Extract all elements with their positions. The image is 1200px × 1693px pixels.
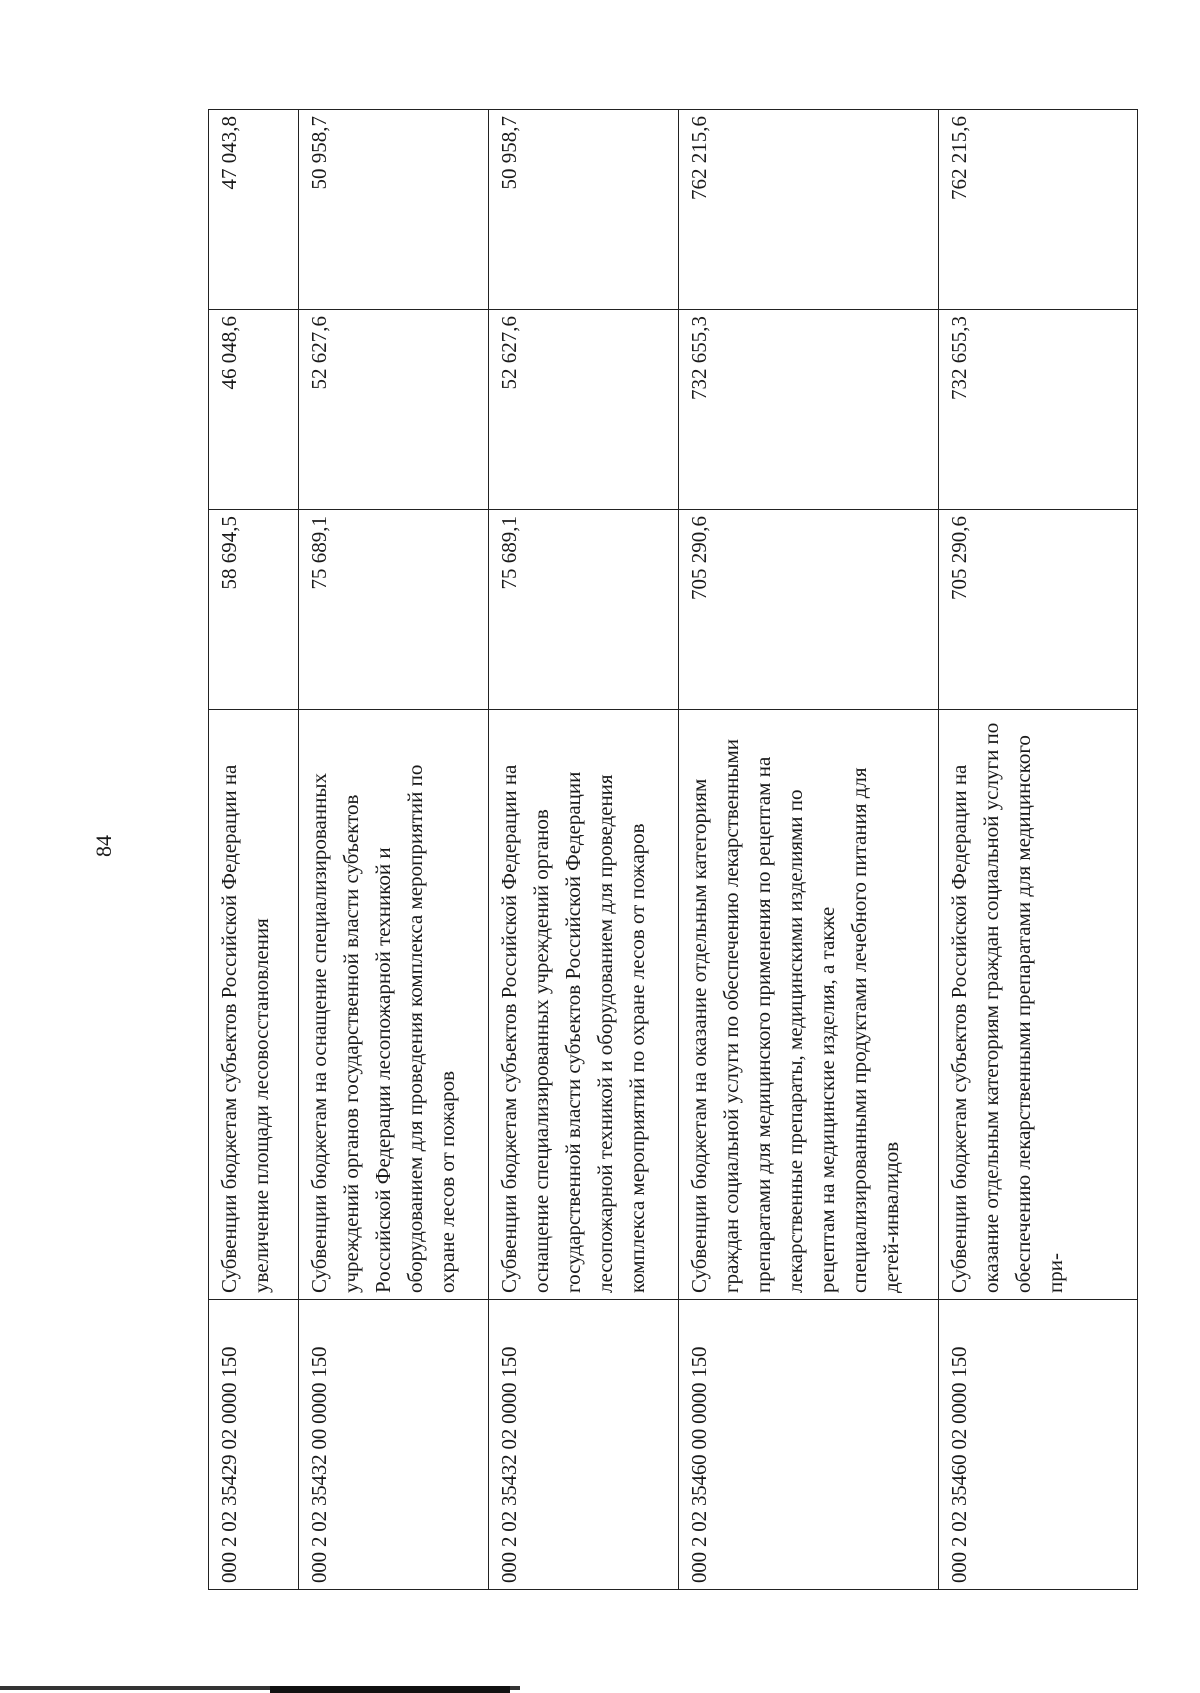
value-col-2: 732 655,3 (679, 310, 939, 510)
row-description: Субвенции бюджетам субъектов Российской Федерации на оснащение специализированных учреждений органов государственной власти субъектов Российской Федерации лесопожарной техникой и оборудованием для проведения комплекса мероприятий по охране лесов от пожаров (489, 710, 679, 1300)
scan-edge-mark (270, 1686, 510, 1693)
value-col-1: 75 689,1 (489, 510, 679, 710)
table-row (299, 110, 489, 1590)
value-col-2: 52 627,6 (299, 310, 489, 510)
table-row (679, 110, 939, 1590)
value-col-1: 705 290,6 (939, 510, 1138, 710)
value-col-3: 762 215,6 (939, 110, 1138, 310)
row-description: Субвенции бюджетам на оснащение специализированных учреждений органов государственной власти субъектов Российской Федерации лесопожарной техникой и оборудованием для проведения комплекса мероприятий по охране лесов от пожаров (299, 710, 489, 1300)
row-description: Субвенции бюджетам субъектов Российской Федерации на оказание отдельным категориям граждан социальной услуги по обеспечению лекарственными препаратами для медицинского при- (939, 710, 1138, 1300)
budget-code: 000 2 02 35460 02 0000 150 (939, 1300, 1138, 1590)
value-col-1: 705 290,6 (679, 510, 939, 710)
budget-code: 000 2 02 35460 00 0000 150 (679, 1300, 939, 1590)
budget-code: 000 2 02 35432 02 0000 150 (489, 1300, 679, 1590)
value-col-2: 46 048,6 (209, 310, 299, 510)
table-row (209, 110, 299, 1590)
value-col-3: 50 958,7 (299, 110, 489, 310)
value-col-2: 732 655,3 (939, 310, 1138, 510)
value-col-1: 58 694,5 (209, 510, 299, 710)
value-col-3: 50 958,7 (489, 110, 679, 310)
table-row (489, 110, 679, 1590)
value-col-3: 762 215,6 (679, 110, 939, 310)
budget-table (208, 109, 1138, 1590)
page-number: 84 (91, 835, 116, 857)
value-col-3: 47 043,8 (209, 110, 299, 310)
value-col-1: 75 689,1 (299, 510, 489, 710)
rotated-table-container (208, 110, 1138, 1590)
row-description: Субвенции бюджетам на оказание отдельным категориям граждан социальной услуги по обеспечению лекарственными препаратами для медицинского применения по рецептам на лекарственные препараты, медицинскими изделиями по рецептам на медицинские изделия, а также специализированными продуктами лечебного питания для детей-инвалидов (679, 710, 939, 1300)
row-description: Субвенции бюджетам субъектов Российской Федерации на увеличение площади лесовосстановления (209, 710, 299, 1300)
value-col-2: 52 627,6 (489, 310, 679, 510)
budget-code: 000 2 02 35432 00 0000 150 (299, 1300, 489, 1590)
table-row (939, 110, 1138, 1590)
budget-code: 000 2 02 35429 02 0000 150 (209, 1300, 299, 1590)
